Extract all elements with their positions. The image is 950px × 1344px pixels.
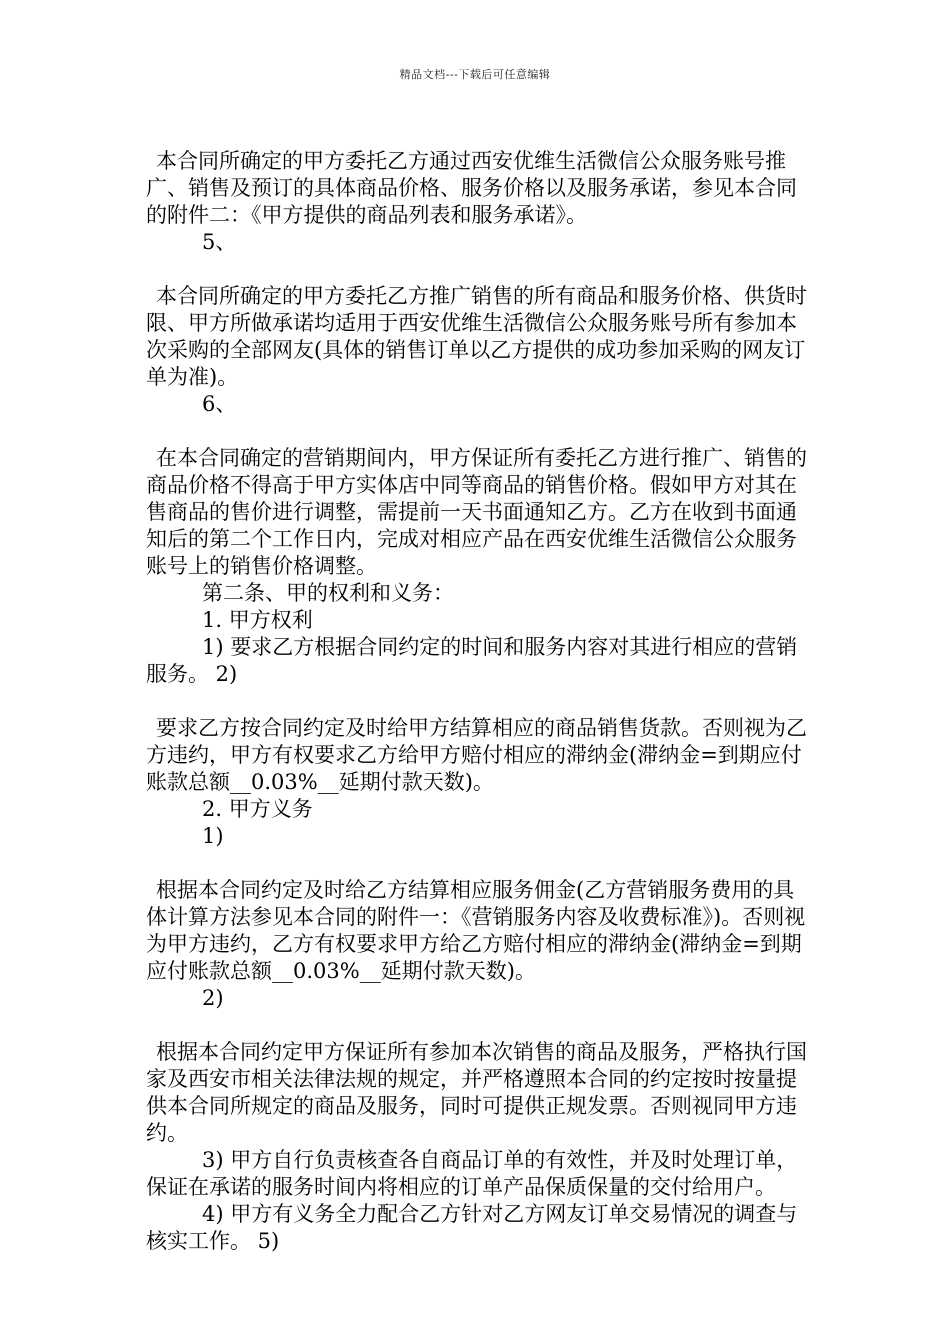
party-a-rights-heading: 1. 甲方权利 — [202, 608, 313, 632]
paragraph-price-guarantee: 在本合同确定的营销期间内，甲方保证所有委托乙方进行推广、销售的商品价格不得高于甲方实体店中同等商品的销售价格。假如甲方对其在售商品的售价进行调整，需提前一天书面通知乙方。乙方在收到书面通知后的第二个工作日内，完成对相应产品在西安优维生活微信公众服务账号上的销售价格调整。 — [146, 446, 807, 578]
spacer — [146, 418, 810, 445]
right-item-2: 要求乙方按合同约定及时给甲方结算相应的商品销售货款。否则视为乙方违约，甲方有权要求乙方给甲方赔付相应的滞纳金(滞纳金=到期应付账款总额__0.03%__延期付款天数)。 — [146, 716, 807, 794]
right-item-1: 1) 要求乙方根据合同约定的时间和服务内容对其进行相应的营销服务。 2) — [146, 635, 798, 686]
paragraph-commodity-prices: 本合同所确定的甲方委托乙方通过西安优维生活微信公众服务账号推广、销售及预订的具体商品价格、服务价格以及服务承诺，参见本合同的附件二：《甲方提供的商品列表和服务承诺》。 — [146, 149, 797, 227]
document-body — [146, 148, 810, 1255]
item-number-5: 5、 — [202, 230, 237, 254]
duty-item-3: 3) 甲方自行负责核查各自商品订单的有效性，并及时处理订单，保证在承诺的服务时间内将相应的订单产品保质保量的交付给用户。 — [146, 1148, 798, 1199]
item-number-6: 6、 — [202, 392, 237, 416]
duty-item-1: 根据本合同约定及时给乙方结算相应服务佣金(乙方营销服务费用的具体计算方法参见本合同的附件一：《营销服务内容及收费标准》)。否则视为甲方违约，乙方有权要求甲方给乙方赔付相应的滞纳金(滞纳金=到期应付账款总额__0.03%__延期付款天数)。 — [146, 878, 806, 983]
duty-item-4: 4) 甲方有义务全力配合乙方针对乙方网友订单交易情况的调查与核实工作。 5) — [146, 1202, 798, 1253]
spacer — [146, 688, 810, 715]
paragraph-price-applicability: 本合同所确定的甲方委托乙方推广销售的所有商品和服务价格、供货时限、甲方所做承诺均适用于西安优维生活微信公众服务账号所有参加本次采购的全部网友(具体的销售订单以乙方提供的成功参加采购的网友订单为准)。 — [146, 284, 807, 389]
spacer — [146, 1012, 810, 1039]
article-2-heading: 第二条、甲的权利和义务： — [202, 581, 454, 605]
duty-item-2: 根据本合同约定甲方保证所有参加本次销售的商品及服务，严格执行国家及西安市相关法律法规的规定，并严格遵照本合同的约定按时按量提供本合同所规定的商品及服务，同时可提供正规发票。否则视同甲方违约。 — [146, 1040, 807, 1145]
page-header: 精品文档---下载后可任意编辑 — [399, 68, 551, 81]
spacer — [146, 256, 810, 283]
duty-item-2-number: 2) — [202, 986, 224, 1010]
spacer — [146, 850, 810, 877]
duty-item-1-number: 1) — [202, 824, 224, 848]
party-a-duties-heading: 2. 甲方义务 — [202, 797, 313, 821]
